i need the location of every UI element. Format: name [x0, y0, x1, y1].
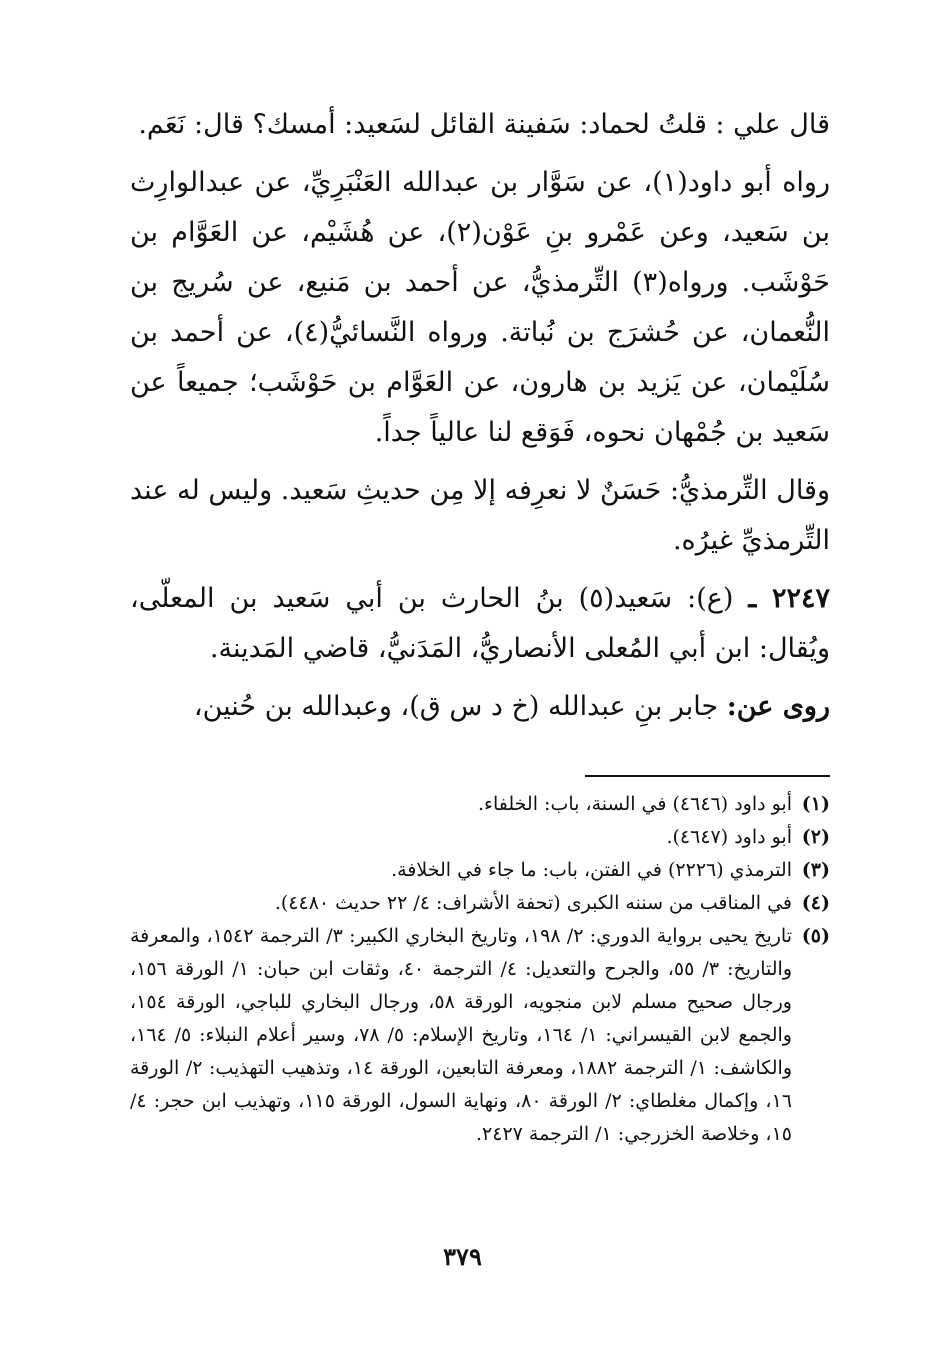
footnote-number: (٢) — [801, 826, 830, 848]
footnote — [130, 788, 830, 821]
footnotes — [130, 788, 830, 1151]
footnote-number: (٤) — [801, 892, 830, 914]
page-number: ٣٧٩ — [443, 1242, 482, 1271]
entry-paragraph — [130, 574, 830, 674]
footnote-number: (٥) — [801, 925, 830, 947]
paragraph-3: وقال التِّرمذيُّ: حَسَنٌ لا نعرِفه إلا مِن حديثِ سَعيد. وليس له عند التِّرمذيِّ غيرُه. — [130, 475, 830, 556]
main-text — [130, 100, 830, 732]
footnote — [130, 887, 830, 920]
footnote-divider — [585, 775, 830, 777]
narrated-from-label: روى عن: — [726, 691, 830, 722]
footnote-text: أبو داود (٤٦٤٦) في السنة، باب: الخلفاء. — [478, 793, 792, 815]
footnote — [130, 854, 830, 887]
paragraph-1: قال علي : قلتُ لحماد: سَفينة القائل لسَعيد: أمسك؟ قال: نَعَم. — [138, 109, 830, 140]
footnote-text: الترمذي (٢٢٢٦) في الفتن، باب: ما جاء في الخلافة. — [391, 859, 792, 881]
footnote-text: في المناقب من سننه الكبرى (تحفة الأشراف: ٤/ ٢٢ حديث ٤٤٨٠). — [274, 892, 792, 914]
footnote-text: أبو داود (٤٦٤٧). — [666, 826, 792, 848]
footnote-number: (١) — [801, 793, 830, 815]
entry-text: (ع): سَعيد(٥) بنُ الحارث بن أبي سَعيد بن المعلّى، ويُقال: ابن أبي المُعلى الأنصاريُّ، المَدَنيُّ، قاضي المَدينة. — [130, 583, 830, 664]
narrated-from-text: جابر بنِ عبدالله (خ د س ق)، وعبدالله بن حُنين، — [193, 691, 719, 722]
footnote — [130, 920, 830, 1151]
entry-number: ٢٢٤٧ ـ — [748, 583, 830, 614]
footnote-number: (٣) — [801, 859, 830, 881]
paragraph-2: رواه أبو داود(١)، عن سَوَّار بن عبدالله العَنْبَرِيِّ، عن عبدالوارِث بن سَعيد، وعن عَمْرو بنِ عَوْن(٢)، عن هُشَيْم، عن العَوَّام بن حَوْشَب. ورواه(٣) التِّرمذيُّ، عن أحمد بن مَنيع، عن سُريج بن النُّعمان، عن حُشرَج بن نُباتة. ورواه النَّسائيُّ(٤)، عن أحمد بن سُلَيْمان، عن يَزيد بن هارون، عن العَوَّام بن حَوْشَب؛ جميعاً عن سَعيد بن جُمْهان نحوه، فَوَقع لنا عالياً جداً. — [130, 167, 831, 448]
footnote-text: تاريخ يحيى برواية الدوري: ٢/ ١٩٨، وتاريخ البخاري الكبير: ٣/ الترجمة ١٥٤٢، والمعرفة والتاريخ: ٣/ ٥٥، والجرح والتعديل: ٤/ الترجمة ٤٠، وثقات ابن حبان: ١/ الورقة ١٥٦، ورجال صحيح مسلم لابن منجويه، الورقة ٥٨، ورجال البخاري للباجي، الورقة ١٥٤، والجمع لابن القيسراني: ١/ ١٦٤، وتاريخ الإسلام: ٥/ ٧٨، وسير أعلام النبلاء: ٥/ ١٦٤، والكاشف: ١/ الترجمة ١٨٨٢، ومعرفة التابعين، الورقة ١٤، وتذهيب التهذيب: ٢/ الورقة ١٦، وإكمال مغلطاي: ٢/ الورقة ٨٠، ونهاية السول، الورقة ١١٥، وتهذيب ابن حجر: ٤/ ١٥، وخلاصة الخزرجي: ١/ الترجمة ٢٤٢٧. — [130, 925, 792, 1145]
footnote — [130, 821, 830, 854]
paragraph-narrated-from — [130, 682, 830, 732]
